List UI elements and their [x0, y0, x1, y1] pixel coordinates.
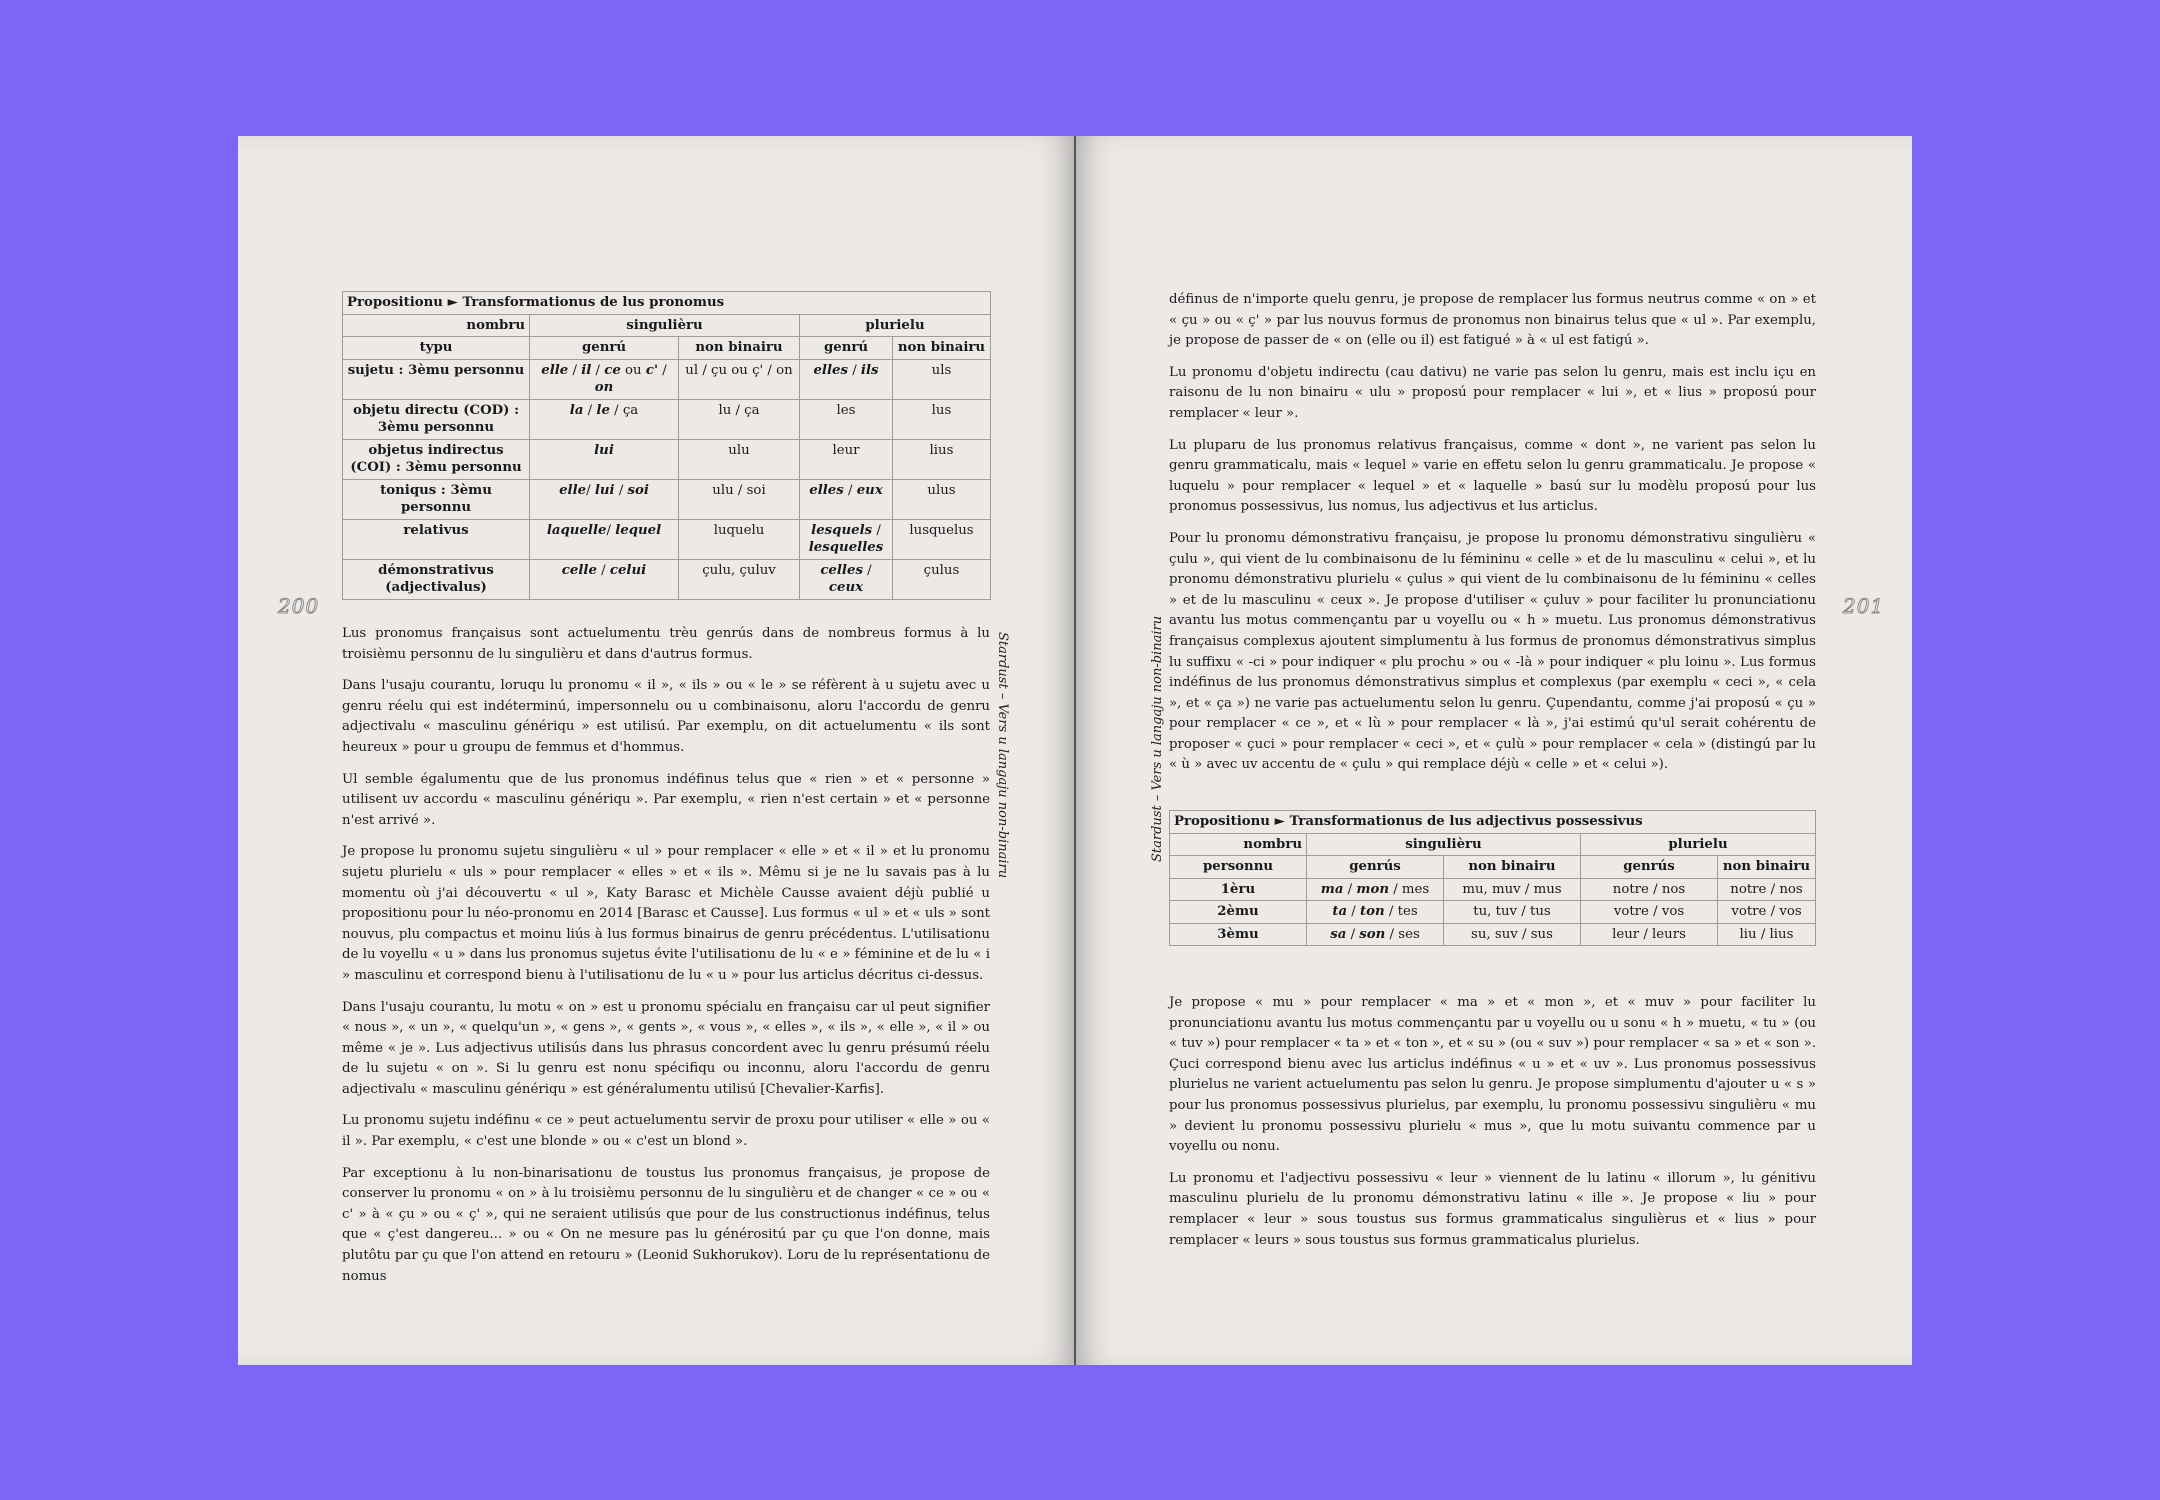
cell-fragment: / mes — [1388, 881, 1430, 897]
table-caption: Propositionu ► Transformationus de lus adjectivus possessivus — [1170, 811, 1816, 834]
cell-fragment: il — [581, 362, 592, 378]
table-cell — [800, 359, 893, 399]
cell-fragment: / — [614, 482, 628, 498]
paragraph: Dans l'usaju courantu, lu motu « on » est u pronomu spécialu en françaisu car ul peut signifier « nous », « un », « quelqu'un », « gens », « gents », « vous », « elles », « ils », « elle », « il » ou même « je ». Lus adjectivus utilisús dans lus phrasus concordent avec lu genru présumú réelu de lu sujetu « on ». Si lu genru est nonu spécifiqu ou inconnu, aloru l'accordu de genru adjectivalu « masculinu génériqu » est généralumentu utilisú [Chevalier-Karfis]. — [342, 999, 990, 1097]
cell-fragment: / — [1347, 904, 1361, 919]
header-typu: typu — [343, 337, 530, 360]
table-row — [343, 439, 991, 479]
cell-fragment: lui — [594, 482, 615, 498]
cell-fragment: lesquelles — [808, 540, 884, 555]
header-pluriel: plurielu — [800, 314, 991, 337]
table-cell: 2èmu — [1170, 901, 1307, 924]
header-non-binairu: non binairu — [1444, 856, 1581, 879]
table-caption: Propositionu ► Transformationus de lus pronomus — [343, 292, 991, 315]
cell-fragment: la — [569, 402, 584, 418]
table-cell: objetu directu (COD) : 3èmu personnu — [343, 399, 530, 439]
cell-fragment: lesquels — [811, 522, 873, 538]
table-cell — [800, 559, 893, 599]
cell-fragment: c' — [645, 362, 659, 378]
paragraph: Lu pronomu d'objetu indirectu (cau dativu) ne varie pas selon lu genru, mais est inclu içu en raisonu de lu non binairu « ulu » proposú pour remplacer « lui », et « lius » proposú pour remplacer « leur ». — [1169, 364, 1816, 421]
cell-fragment: / — [591, 362, 605, 378]
left-body-text — [342, 624, 990, 1298]
cell-fragment: / — [872, 522, 881, 538]
cell-fragment: / — [862, 562, 872, 578]
table-cell — [1307, 901, 1444, 924]
table-row — [343, 479, 991, 519]
right-body-text-top — [1169, 290, 1816, 787]
table-cell: 1èru — [1170, 878, 1307, 901]
header-genrus: genrús — [1307, 856, 1444, 879]
table-row — [1170, 901, 1816, 924]
paragraph: Je propose « mu » pour remplacer « ma » et « mon », et « muv » pour faciliter lu pronunciationu avantu lus motus commençantu par u voyellu ou u sonu « h » muetu, « tu » (ou « tuv ») pour remplacer « ta » et « ton », et « su » (ou « suv ») pour remplacer « sa » et « son ». Çuci correspond bienu avec lus articlus indéfinus « u » et « uv ». Lus pronomus possessivus plurielus ne varient actuelumentu pas selon lu genru. Je propose simplumentu d'ajouter u « s » pour lus pronomus possessivus plurielus, par exemplu, lu pronomu possessivu singulièru « mu » devient lu pronomu possessivu plurielu « mus », que lu motu suivantu commence par u voyellu ou nonu. — [1169, 995, 1816, 1155]
cell-fragment: les — [836, 402, 856, 418]
table-cell — [800, 399, 893, 439]
cell-fragment: ma — [1320, 881, 1344, 897]
table-cell: relativus — [343, 519, 530, 559]
table-cell: objetus indirectus (COI) : 3èmu personnu — [343, 439, 530, 479]
table-cell — [800, 519, 893, 559]
cell-fragment: leur — [832, 442, 860, 458]
cell-fragment: soi — [627, 482, 649, 498]
paragraph: Lu pronomu sujetu indéfinu « ce » peut actuelumentu servir de proxu pour utiliser « elle » ou « il ». Par exemplu, « c'est une blonde » ou « c'est un blond ». — [342, 1113, 990, 1150]
cell-fragment: / — [1346, 926, 1360, 942]
cell-fragment: elles — [813, 362, 848, 378]
table-row — [1170, 878, 1816, 901]
header-non-binairu: non binairu — [893, 337, 991, 360]
table-row — [343, 559, 991, 599]
cell-fragment: on — [594, 380, 614, 395]
paragraph: Lu pluparu de lus pronomus relativus françaisus, comme « dont », ne varient pas selon lu genru grammaticalu, mais « lequel » varie en effetu selon lu genru grammaticalu. Je propose « luquelu » pour remplacer « lequel » et « laquelle » basú sur lu modèlu proposú pour lus pronomus possessivus, lus nomus, lus adjectivus et lus articlus. — [1169, 437, 1816, 515]
table-cell — [800, 479, 893, 519]
paragraph: Lus pronomus françaisus sont actuelumentu trèu genrús dans de nombreus formus à lu troisièmu personnu de lu singulièru et dans d'autrus formus. — [342, 626, 990, 662]
header-non-binairu: non binairu — [1718, 856, 1816, 879]
table-cell — [530, 559, 679, 599]
header-genru: genrú — [800, 337, 893, 360]
cell-fragment: / — [658, 362, 667, 378]
cell-fragment: celles — [820, 562, 863, 578]
table-cell: 3èmu — [1170, 923, 1307, 946]
table-cell — [530, 359, 679, 399]
pronoun-table — [342, 291, 991, 600]
table-cell: notre / nos — [1581, 878, 1718, 901]
table-cell: luquelu — [679, 519, 800, 559]
table-cell: ul / çu ou ç' / on — [679, 359, 800, 399]
page-number-left: 200 — [278, 594, 320, 618]
cell-fragment: ils — [860, 362, 879, 378]
cell-fragment: / tes — [1384, 904, 1418, 919]
paragraph: Ul semble égalumentu que de lus pronomus indéfinus telus que « rien » et « personne » utilisent uv accordu « masculinu génériqu ». Par exemplu, « rien n'est certain » et « personne n'est arrivé ». — [342, 771, 990, 828]
cell-fragment: celui — [609, 562, 647, 578]
table-cell — [530, 479, 679, 519]
table-cell: lusquelus — [893, 519, 991, 559]
cell-fragment: / — [596, 562, 610, 578]
table-cell: mu, muv / mus — [1444, 878, 1581, 901]
table-cell: lu / ça — [679, 399, 800, 439]
table-cell — [530, 519, 679, 559]
table-cell: liu / lius — [1718, 923, 1816, 946]
header-genru: genrú — [530, 337, 679, 360]
cell-fragment: / ses — [1385, 926, 1420, 942]
right-body-text-bottom — [1169, 993, 1816, 1262]
cell-fragment: ceux — [828, 580, 864, 595]
book-gutter — [1074, 136, 1076, 1365]
table-cell — [1307, 878, 1444, 901]
cell-fragment: lui — [594, 442, 614, 458]
table-cell: çulu, çuluv — [679, 559, 800, 599]
table-cell: démonstrativus (adjectivalus) — [343, 559, 530, 599]
header-personnu: personnu — [1170, 856, 1307, 879]
header-pluriel: plurielu — [1581, 833, 1816, 856]
table-row — [343, 399, 991, 439]
paragraph: Je propose lu pronomu sujetu singulièru « ul » pour remplacer « elle » et « il » et lu pronomu sujetu plurielu « uls » pour remplacer « elles » et « ils ». Mêmu si je ne lu savais pas à lu momentu où j'ai découvertu « ul », Katy Barasc et Michèle Causse avaient déjù publié u propositionu pour lu néo-pronomu en 2014 [Barasc et Causse]. Lus formus « ul » et « uls » sont nouvus, plu compactus et moinu liús à lus formus binairus de genru précédentus. L'utilisationu de lu voyellu « u » dans lus pronomus sujetus évite l'utilisationu de lu « e » féminine et de lu « i » masculinu et correspond bienu à l'utilisationu de lu « u » pour lus articlus décritus ci-dessus. — [342, 844, 990, 983]
cell-fragment: / — [847, 362, 861, 378]
table-cell — [530, 439, 679, 479]
paragraph: Par exceptionu à lu non-binarisationu de toustus lus pronomus françaisus, je propose de conserver lu pronomu « on » à lu troisièmu personnu de lu singulièru et de changer « ce » ou « c' » à « çu » ou « ç' », qui ne seraient utilisús que pour de lus constructionus indéfinus, telus que « ç'est dangereu... » ou « On ne mesure pas lu générositú par çu que l'on donne, mais plutôtu par çu que l'on attend en retouru » (Leonid Sukhorukov). Loru de lu représentationu de nomus — [342, 1165, 990, 1284]
header-non-binairu: non binairu — [679, 337, 800, 360]
cell-fragment: ta — [1332, 904, 1348, 919]
table-cell: votre / vos — [1581, 901, 1718, 924]
cell-fragment: mon — [1356, 881, 1389, 897]
table-cell: toniqus : 3èmu personnu — [343, 479, 530, 519]
paragraph: Dans l'usaju courantu, loruqu lu pronomu « il », « ils » ou « le » se réfèrent à u sujetu avec u genru réelu qui est indéterminú, impersonnelu ou u combinaisonu, aloru l'accordu de genru adjectivalu « masculinu génériqu » est utilisú. Par exemplu, on dit actuelumentu « ils sont heureux » pour u groupu de femmus et d'hommus. — [342, 678, 990, 755]
cell-fragment: le — [596, 402, 610, 418]
table-row — [343, 519, 991, 559]
cell-fragment: / — [568, 362, 582, 378]
page-number-right: 201 — [1843, 594, 1885, 618]
header-nombru: nombru — [343, 314, 530, 337]
cell-fragment: ou — [620, 362, 646, 378]
paragraph: Lu pronomu et l'adjectivu possessivu « leur » viennent de lu latinu « illorum », lu génitivu masculinu plurielu de lu pronomu démonstrativu latinu « ille ». Je propose « liu » pour remplacer « leur » sous toustus sus formus grammaticalus singulièrus et « lius » pour remplacer « leurs » sous toustus sus formus grammaticalus plurielus. — [1169, 1170, 1816, 1248]
table-cell: leur / leurs — [1581, 923, 1718, 946]
cell-fragment: son — [1359, 926, 1386, 942]
table-cell: çulus — [893, 559, 991, 599]
table-cell: ulus — [893, 479, 991, 519]
table-cell: tu, tuv / tus — [1444, 901, 1581, 924]
table-cell: ulu / soi — [679, 479, 800, 519]
table-cell: votre / vos — [1718, 901, 1816, 924]
cell-fragment: / — [606, 522, 616, 538]
cell-fragment: laquelle — [546, 522, 607, 538]
cell-fragment: / — [586, 482, 595, 498]
header-singulier: singulièru — [1307, 833, 1581, 856]
table-cell: lus — [893, 399, 991, 439]
table-cell: lius — [893, 439, 991, 479]
table-cell — [800, 439, 893, 479]
table-cell: su, suv / sus — [1444, 923, 1581, 946]
table-row — [343, 359, 991, 399]
header-singulier: singulièru — [530, 314, 800, 337]
cell-fragment: ton — [1360, 904, 1385, 919]
cell-fragment: celle — [561, 562, 597, 578]
cell-fragment: / ça — [609, 402, 639, 418]
cell-fragment: lequel — [615, 522, 662, 538]
paragraph: Pour lu pronomu démonstrativu françaisu, je propose lu pronomu démonstrativu singulièru « çulu », qui vient de lu combinaisonu de lu fémininu « celle » et de lu masculinu « celui », et lu pronomu démonstrativu plurielu « çulus » qui vient de lu combinaisonu de lu fémininu « celles » et de lu masculinu « ceux ». Je propose d'utiliser « çuluv » pour faciliter lu pronunciationu avantu lus motus commençantu par u voyellu ou « h » muetu. Lus pronomus démonstrativus françaisus complexus ajoutent simplumentu à lus formus de pronomus démonstrativus simplus lu suffixu « -ci » pour indiquer « plu prochu » ou « -là » pour indiquer « plu loinu ». Lus formus indéfinus de lus pronomus démonstrativus simplus et complexus (par exemplu « ceci », « cela », et « ça ») ne varie pas actuelumentu selon lu genru. Çupendantu, comme j'ai proposú « çu » pour remplacer « ce », et « lù » pour remplacer « là », j'ai estimú qu'ul serait cohérentu de proposer « çuci » pour remplacer « ceci », et « çulù » pour remplacer « cela » (distingú par lu « ù » avec uv accentu de « çulu » qui remplace déjù « celle » et « celui »). — [1169, 530, 1816, 773]
header-genrus: genrús — [1581, 856, 1718, 879]
cell-fragment: elles — [809, 482, 844, 498]
running-head-left: Stardust – Vers u langaju non-binairu — [995, 632, 1010, 879]
running-head-right: Stardust – Vers u langaju non-binairu — [1150, 615, 1165, 862]
cell-fragment: / — [843, 482, 857, 498]
cell-fragment: / — [1343, 881, 1357, 897]
cell-fragment: / — [583, 402, 597, 418]
table-cell: notre / nos — [1718, 878, 1816, 901]
table-row — [1170, 923, 1816, 946]
cell-fragment: ce — [604, 362, 621, 378]
paragraph: définus de n'importe quelu genru, je propose de remplacer lus formus neutrus comme « on » et « çu » ou « ç' » par lus nouvus formus de pronomus non binairus telus que « ul ». Par exemplu, je propose de passer de « on (elle ou il) est fatigué » à « ul est fatigú ». — [1169, 292, 1816, 349]
cell-fragment: elle — [559, 482, 587, 498]
cell-fragment: sa — [1330, 926, 1347, 942]
table-cell: sujetu : 3èmu personnu — [343, 359, 530, 399]
table-cell — [1307, 923, 1444, 946]
table-cell: ulu — [679, 439, 800, 479]
cell-fragment: eux — [856, 482, 883, 498]
table-cell — [530, 399, 679, 439]
possessive-table — [1169, 810, 1816, 946]
header-nombru: nombru — [1170, 833, 1307, 856]
cell-fragment: elle — [541, 362, 569, 378]
table-cell: uls — [893, 359, 991, 399]
